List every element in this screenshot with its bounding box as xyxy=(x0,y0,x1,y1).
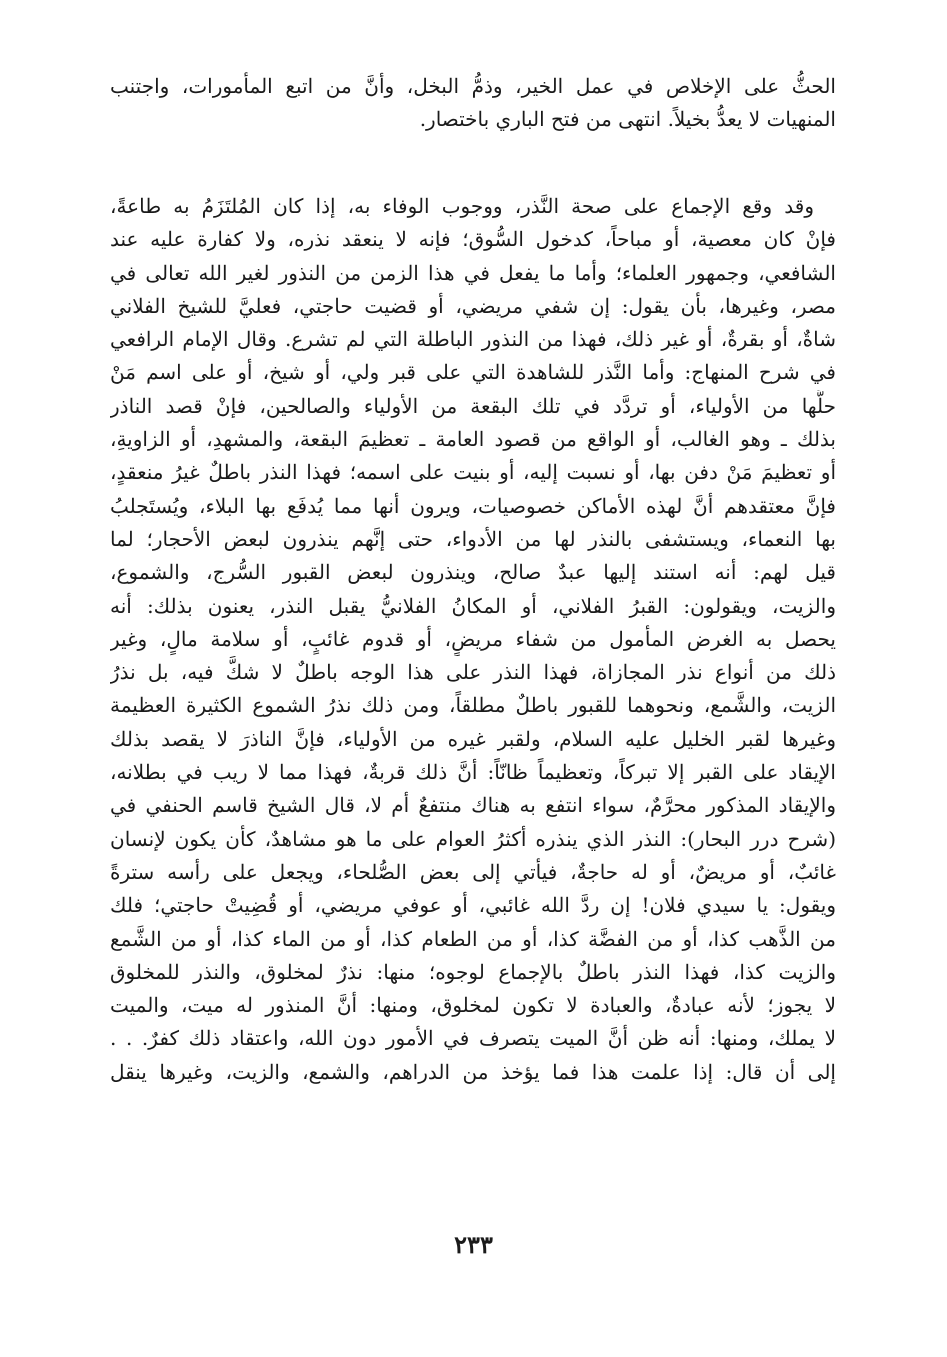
text-line: وقد وقع الإجماع على صحة النَّذر، ووجوب الوفاء به، إذا كان المُلتَزَمُ به طاعةً، xyxy=(110,194,814,218)
text-line: بها النعماء، ويستشفى بالنذر لها من الأدواء، حتى إنَّهم ينذرون لبعض الأحجار؛ لما xyxy=(110,526,836,551)
text-line: فإنَّ معتقدهم أنَّ لهذه الأماكن خصوصيات، ويرون أنها مما يُدفَع بها البلاء، ويُستَجلبُ xyxy=(110,493,836,518)
text-line: فإنْ كان معصية، أو مباحاً، كدخول السُّوق؛ فإنه لا ينعقد نذره، ولا كفارة عليه عند xyxy=(110,227,836,252)
text-line: وغيرها لقبر الخليل عليه السلام، ولقبر غيره من الأولياء، فإنَّ الناذرَ لا يقصد بذلك xyxy=(110,726,836,751)
text-line: الحثُّ على الإخلاص في عمل الخير، وذمُّ البخل، وأنَّ من اتبع المأمورات، واجتنب xyxy=(110,74,836,98)
text-line: قيل لهم: أنه استند إليها عبدٌ صالح، وينذرون لبعض القبور السُّرج، والشموع، xyxy=(110,560,836,585)
text-line: لا يملك، ومنها: أنه ظن أنَّ الميت يتصرف في الأمور دون الله، واعتقاد ذلك كفرٌ. . . xyxy=(110,1026,836,1051)
text-line: إلى أن قال: إذا علمت هذا فما يؤخذ من الدراهم، والشمع، والزيت، وغيرها ينقل xyxy=(110,1059,836,1084)
text-line: مصر، وغيرها، بأن يقول: إن شفي مريضي، أو قضيت حاجتي، فعليَّ للشيخ الفلاني xyxy=(110,293,836,318)
text-line: بذلك ـ وهو الغالب، أو الواقع من قصود العامة ـ تعظيمَ البقعة، والمشهدِ، أو الزاويةِ، xyxy=(110,427,836,452)
text-line: في شرح المنهاج: وأما النَّذر للشاهدة التي على قبر ولي، أو شيخ، أو على اسم مَنْ xyxy=(110,360,836,385)
text-line: والزيت كذا، فهذا النذر باطلٌ بالإجماع لوجوه؛ منها: نذرٌ لمخلوق، والنذر للمخلوق xyxy=(110,959,836,984)
text-line: شاةٌ، أو بقرةٌ، أو غير ذلك، فهذا من النذور الباطلة التي لم تشرع. وقال الإمام الرافعي xyxy=(110,327,836,352)
page-number: ٢٣٣ xyxy=(454,1230,493,1259)
text-line: لا يجوز؛ لأنه عبادةٌ، والعبادة لا تكون لمخلوق، ومنها: أنَّ المنذور له ميت، والميت xyxy=(110,993,836,1018)
text-line: الإيقاد على القبر إلا تبركاً، وتعظيماً ظانّاً: أنَّ ذلك قربةٌ، فهذا مما لا ريب في بطلانه، xyxy=(110,760,836,785)
text-line: المنهيات لا يعدُّ بخيلاً. انتهى من فتح الباري باختصار. xyxy=(419,107,836,132)
text-line: والزيت، ويقولون: القبرُ الفلاني، أو المكانُ الفلانيُّ يقبل النذر، يعنون بذلك: أنه xyxy=(110,593,836,618)
body-paragraph xyxy=(110,190,836,1089)
text-line: غائبٌ، أو مريضٌ، أو له حاجةٌ، فيأتي إلى بعض الصُّلحاء، ويجعل على رأسه سترةً xyxy=(110,859,836,884)
text-line: الزيت، والشَّمع، ونحوهما للقبور باطلٌ مطلقاً، ومن ذلك نذرُ الشموع الكثيرة العظيمة xyxy=(110,693,836,718)
text-line: والإيقاد المذكور محرَّمٌ، سواء انتفع به هناك منتفعٌ أم لا، قال الشيخ قاسم الحنفي في xyxy=(110,793,836,818)
text-line: ذلك من أنواع نذر المجازاة، فهذا النذر على هذا الوجه باطلٌ لا شكَّ فيه، بل نذرُ xyxy=(110,660,836,685)
text-line: يحصل به الغرض المأمول من شفاء مريضٍ، أو قدوم غائبٍ، أو سلامة مالٍ، وغير xyxy=(110,626,836,651)
text-line: من الذَّهب كذا، أو من الفضَّة كذا، أو من الطعام كذا، أو من الماء كذا، أو من الشَّمع xyxy=(110,926,836,951)
intro-paragraph xyxy=(110,70,836,137)
text-line: حلَّها من الأولياء، أو تردَّد في تلك البقعة من الأولياء والصالحين، فإنْ قصد الناذر xyxy=(110,393,836,418)
text-line: أو تعظيمَ مَنْ دفن بها، أو نسبت إليه، أو بنيت على اسمه؛ فهذا النذر باطلٌ غيرُ منعقدٍ، xyxy=(110,460,836,485)
text-line: الشافعي، وجمهور العلماء؛ وأما ما يفعل في هذا الزمن من النذور لغير الله تعالى في xyxy=(110,260,836,285)
text-line: (شرح درر البحار): النذر الذي ينذره أكثرُ العوام على ما هو مشاهدٌ، كأن يكون لإنسان xyxy=(110,826,836,851)
text-line: ويقول: يا سيدي فلان! إن ردَّ الله غائبي، أو عوفي مريضي، أو قُضِيتْ حاجتي؛ فلك xyxy=(110,893,836,918)
